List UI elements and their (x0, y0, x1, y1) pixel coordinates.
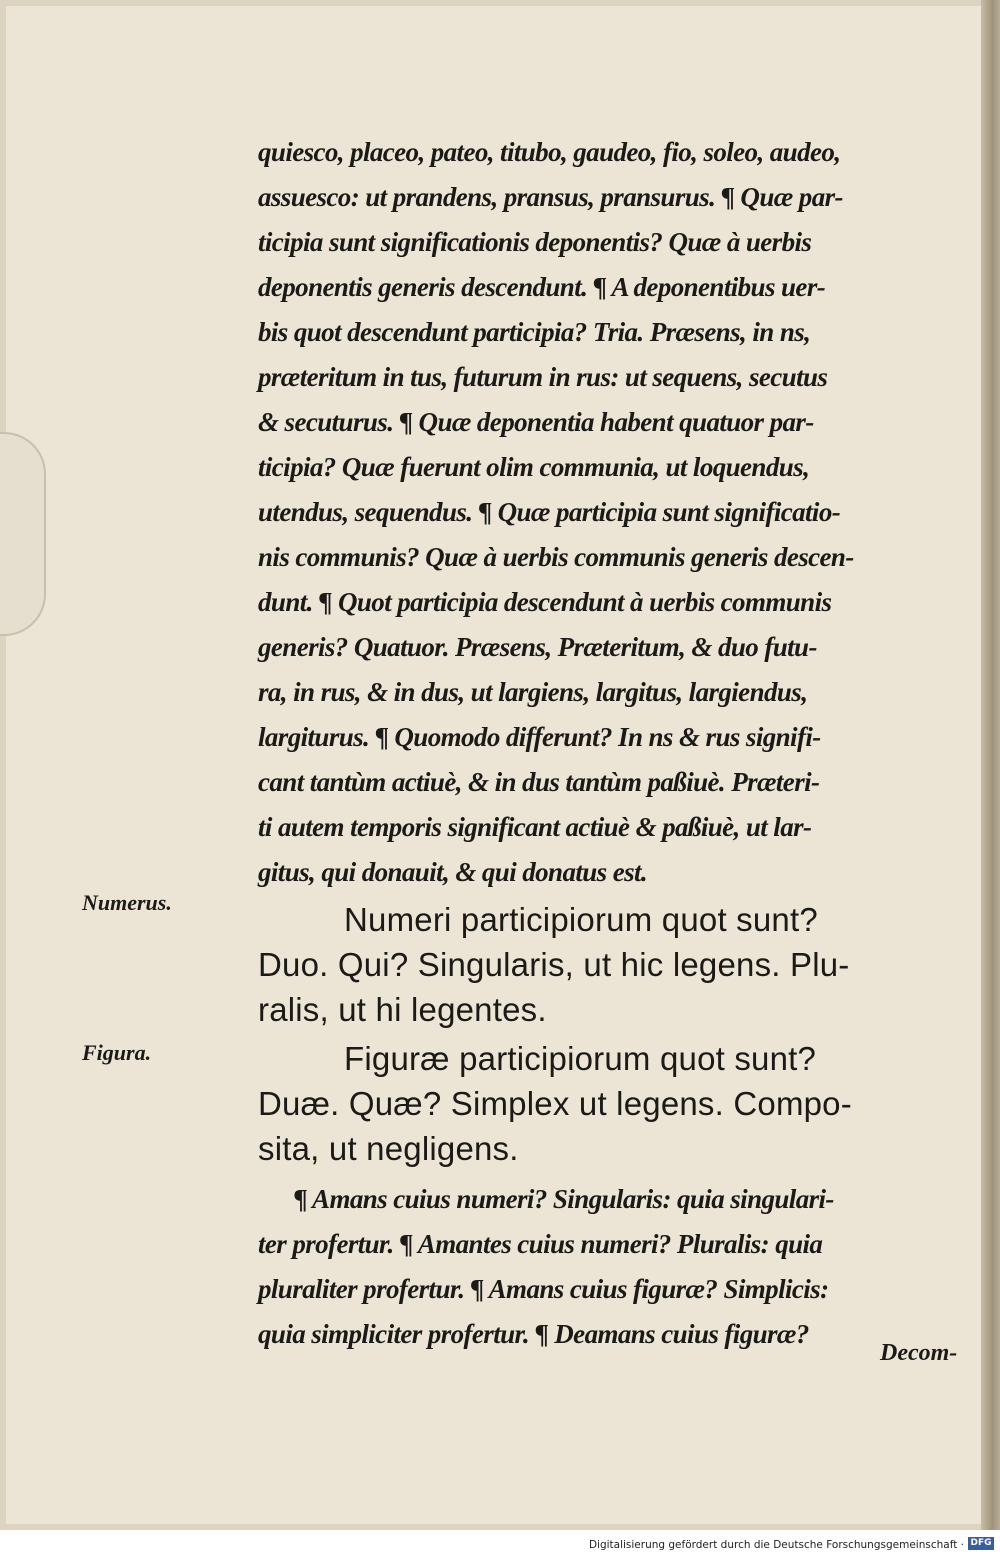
page-edge (981, 0, 1000, 1530)
text-line: gitus, qui donauit, & qui donatus est. (258, 857, 648, 887)
text-line: ter profertur. ¶ Amantes cuius numeri? Pluralis: quia (258, 1229, 823, 1259)
margin-note-figura: Figura. (82, 1040, 152, 1065)
text-line: ralis, ut hi legentes. (258, 991, 547, 1028)
text-line: Figuræ participiorum quot sunt? (344, 1040, 817, 1077)
figura-paragraph (258, 1036, 978, 1171)
text-line: quiesco, placeo, pateo, titubo, gaudeo, fio, soleo, audeo, (258, 137, 841, 167)
numerus-paragraph (258, 897, 978, 1032)
text-line: generis? Quatuor. Præsens, Præteritum, & duo futu- (258, 632, 817, 662)
text-line: Duæ. Quæ? Simplex ut legens. Compo- (258, 1085, 852, 1122)
text-line: utendus, sequendus. ¶ Quæ participia sunt significatio- (258, 497, 841, 527)
text-line: assuesco: ut prandens, pransus, pransurus. ¶ Quæ par- (258, 182, 843, 212)
italic-paragraph-2 (258, 1177, 978, 1357)
text-line: & secuturus. ¶ Quæ deponentia habent quatuor par- (258, 407, 814, 437)
text-line: ticipia sunt significationis deponentis? Quæ à uerbis (258, 227, 812, 257)
text-line: sita, ut negligens. (258, 1130, 519, 1167)
text-line: largiturus. ¶ Quomodo differunt? In ns & rus signifi- (258, 722, 821, 752)
text-line: ra, in rus, & in dus, ut largiens, largitus, largiendus, (258, 677, 808, 707)
dfg-logo: DFG (968, 1537, 994, 1550)
text-line: nis communis? Quæ à uerbis communis generis descen- (258, 542, 854, 572)
text-line: quia simpliciter profertur. ¶ Deamans cuius figuræ? (258, 1319, 809, 1349)
text-line: ¶ Amans cuius numeri? Singularis: quia singulari- (294, 1184, 834, 1214)
margin-note-numerus: Numerus. (82, 890, 172, 915)
funding-credit: Digitalisierung gefördert durch die Deutsche Forschungsgemeinschaft · (588, 1539, 964, 1551)
thumb-notch (0, 432, 46, 636)
text-line: bis quot descendunt participia? Tria. Præsens, in ns, (258, 317, 811, 347)
page-body-text (258, 130, 978, 1357)
italic-paragraph-1 (258, 130, 978, 895)
text-line: præteritum in tus, futurum in rus: ut sequens, secutus (258, 362, 828, 392)
text-line: pluraliter profertur. ¶ Amans cuius figuræ? Simplicis: (258, 1274, 829, 1304)
text-line: ticipia? Quæ fuerunt olim communia, ut loquendus, (258, 452, 810, 482)
text-line: ti autem temporis significant actiuè & paßiuè, ut lar- (258, 812, 812, 842)
text-line: cant tantùm actiuè, & in dus tantùm paßiuè. Præteri- (258, 767, 820, 797)
text-line: dunt. ¶ Quot participia descendunt à uerbis communis (258, 587, 832, 617)
text-line: Duo. Qui? Singularis, ut hic legens. Plu- (258, 946, 850, 983)
catchword: Decom- (880, 1340, 958, 1366)
text-line: Numeri participiorum quot sunt? (344, 901, 818, 938)
text-line: deponentis generis descendunt. ¶ A deponentibus uer- (258, 272, 826, 302)
